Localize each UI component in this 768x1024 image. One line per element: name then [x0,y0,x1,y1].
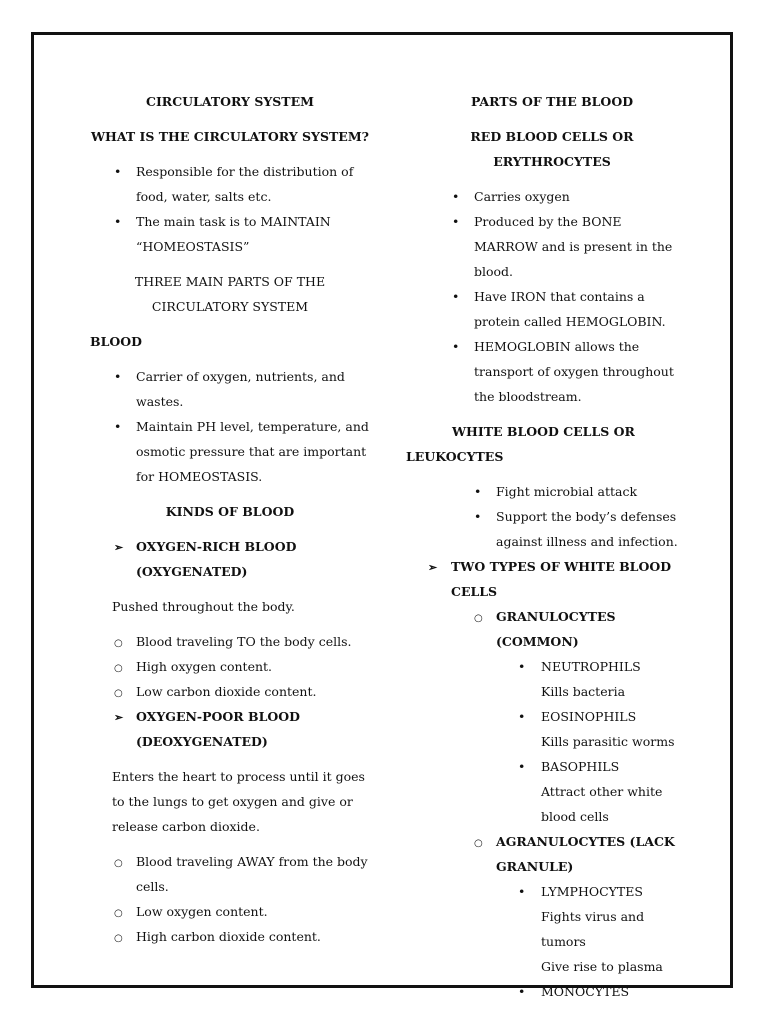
circle-bullet-icon [474,604,483,631]
oxygen-rich-heading: ➢ OXYGEN-RICH BLOOD (OXYGENATED) [90,534,370,584]
list-item: • NEUTROPHILS [406,654,688,679]
bullet-icon [518,654,525,679]
list-item: • Produced by the BONE MARROW and is present in the blood. [406,209,688,284]
agranulocytes-heading: ○ AGRANULOCYTES (LACK [406,829,688,854]
bullet-icon [114,159,121,184]
list-item: ○ Low carbon dioxide content. [90,679,370,704]
what-is-heading: WHAT IS THE CIRCULATORY SYSTEM? [90,129,369,144]
right-column [406,89,688,1004]
bullet-icon [114,209,121,234]
bullet-icon [452,184,459,209]
cell-description: blood cells [541,809,609,824]
circle-bullet-icon [114,849,123,876]
bullet-icon [452,284,459,309]
list-item: ○ High oxygen content. [90,654,370,679]
arrow-bullet-icon [114,534,123,560]
bullet-icon [114,414,121,439]
arrow-bullet-icon [428,554,437,580]
three-parts-heading: THREE MAIN PARTS OF THE CIRCULATORY SYSTEM [134,274,326,314]
agranulocytes-heading-line-2: GRANULE) [496,859,574,874]
cell-description: Kills bacteria [541,684,626,699]
list-item: • Fight microbial attack [406,479,688,504]
bullet-icon [114,364,121,389]
circle-bullet-icon [474,829,483,856]
circle-bullet-icon [114,899,123,926]
list-item: • HEMOGLOBIN allows the transport of oxygen throughout the bloodstream. [406,334,688,409]
granulocytes-heading: ○ GRANULOCYTES (COMMON) [406,604,688,654]
circle-bullet-icon [114,679,123,706]
bullet-icon [518,879,525,904]
blood-heading: BLOOD [90,334,142,349]
list-item: • Carries oxygen [406,184,688,209]
list-item: • LYMPHOCYTES [406,879,688,904]
circle-bullet-icon [114,629,123,656]
wbc-heading-line-2: LEUKOCYTES [406,449,504,464]
bullet-icon [474,479,481,504]
list-item: ○ Blood traveling AWAY from the body cells. [90,849,370,899]
list-item: • Responsible for the distribution of food, water, salts etc. [90,159,370,209]
circle-bullet-icon [114,924,123,951]
bullet-icon [518,754,525,779]
left-column [90,89,370,949]
circle-bullet-icon [114,654,123,681]
list-item: • Carrier of oxygen, nutrients, and wastes. [90,364,370,414]
bullet-icon [452,209,459,234]
two-types-heading: ➢ TWO TYPES OF WHITE BLOOD CELLS [406,554,688,604]
list-item: • EOSINOPHILS [406,704,688,729]
list-item: • The main task is to MAINTAIN “HOMEOSTASIS” [90,209,370,259]
list-item: • MONOCYTES [406,979,688,1004]
list-item: ○ High carbon dioxide content. [90,924,370,949]
oxygen-rich-text: Pushed throughout the body. [112,599,295,614]
list-item: • BASOPHILS [406,754,688,779]
kinds-of-blood-heading: KINDS OF BLOOD [165,504,295,519]
bullet-icon [474,504,481,529]
oxygen-poor-heading: ➢ OXYGEN-POOR BLOOD (DEOXYGENATED) [90,704,370,754]
cell-description: Kills parasitic worms [541,734,675,749]
cell-description: Attract other white [541,784,663,799]
parts-of-blood-title: PARTS OF THE BLOOD [470,94,634,109]
list-item: ○ Low oxygen content. [90,899,370,924]
bullet-icon [518,704,525,729]
cell-description: Fights virus and [541,909,645,924]
list-item: • Have IRON that contains a protein called HEMOGLOBIN. [406,284,688,334]
list-item: • Maintain PH level, temperature, and osmotic pressure that are important for HOMEOSTASIS. [90,414,370,489]
arrow-bullet-icon [114,704,123,730]
wbc-heading-line-1: WHITE BLOOD CELLS OR [452,424,635,439]
rbc-heading: RED BLOOD CELLS OR ERYTHROCYTES [470,129,634,169]
bullet-icon [518,979,525,1004]
oxygen-poor-text: Enters the heart to process until it goes to the lungs to get oxygen and give or release carbon dioxide. [112,769,365,834]
bullet-icon [452,334,459,359]
circulatory-system-title: CIRCULATORY SYSTEM [146,94,314,109]
list-item: • Support the body’s defenses against illness and infection. [406,504,688,554]
cell-description: Give rise to plasma [541,959,663,974]
list-item: ○ Blood traveling TO the body cells. [90,629,370,654]
cell-description: tumors [541,934,586,949]
